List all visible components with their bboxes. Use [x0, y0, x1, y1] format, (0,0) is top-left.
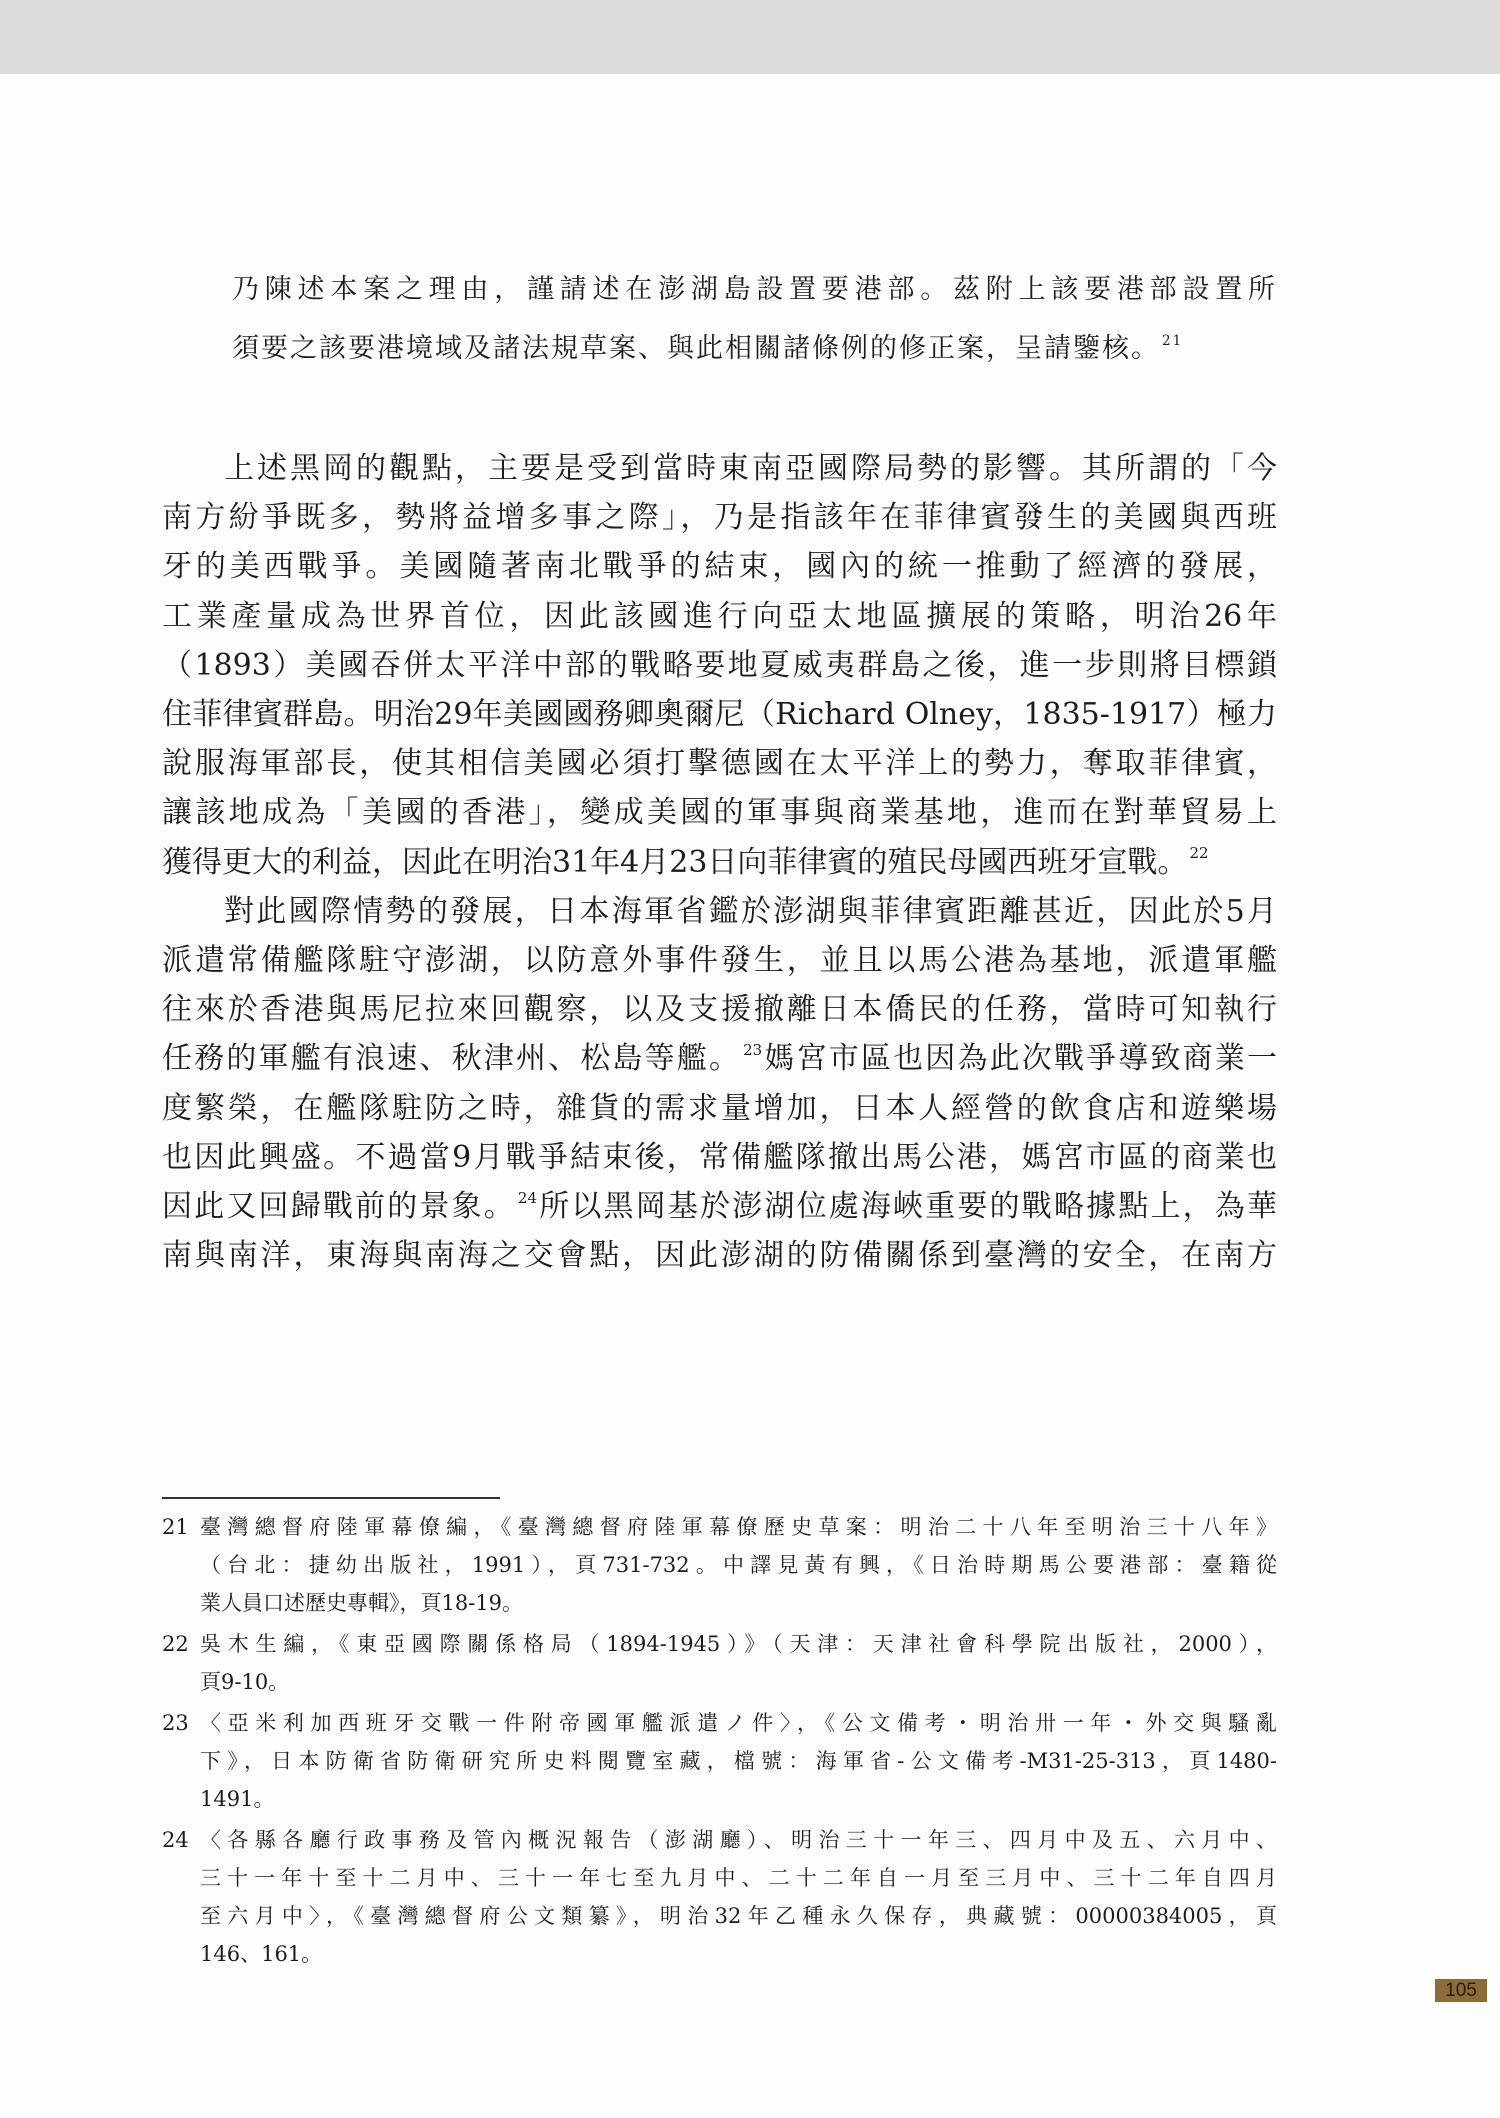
line-text: （1893）美國吞併太平洋中部的戰略要地夏威夷群島之後，進一步則將目標鎖 — [162, 647, 1277, 683]
footnote — [162, 1508, 1277, 1622]
footnote-line: （台北：捷幼出版社，1991），頁731-732。中譯見黃有興，《日治時期馬公要港部：臺籍從 — [200, 1553, 1277, 1577]
line-text: 媽宮市區也因為此次戰爭導致商業一 — [762, 1041, 1278, 1077]
scan-top-margin — [0, 0, 1500, 74]
footnote — [162, 1821, 1277, 1973]
line-text: 往來於香港與馬尼拉來回觀察，以及支援撤離日本僑民的任務，當時可知執行 — [162, 992, 1277, 1028]
footnote-line: 頁9-10。 — [200, 1670, 290, 1694]
line-text: 任務的軍艦有浪速、秋津州、松島等艦。 — [162, 1041, 742, 1077]
footnote-divider — [162, 1497, 500, 1499]
footnote-line: 至六月中〉，《臺灣總督府公文類纂》，明治32年乙種永久保存，典藏號：00000384005，頁 — [200, 1904, 1277, 1928]
footnote-line: 三十一年十至十二月中、三十一年七至九月中、二十二年自一月至三月中、三十二年自四月 — [200, 1866, 1277, 1890]
body-text — [162, 444, 1277, 1280]
text-line — [162, 985, 1277, 1034]
page-number: 105 — [1435, 1979, 1487, 2002]
line-text: 獲得更大的利益，因此在明治31年4月23日向菲律賓的殖民母國西班牙宣戰。 — [162, 844, 1188, 880]
text-line — [162, 641, 1277, 690]
text-line — [162, 739, 1277, 788]
footnote-line: 業人員口述歷史專輯》，頁18-19。 — [200, 1591, 524, 1615]
footnotes — [162, 1508, 1277, 1976]
line-text: 須要之該要港境域及諸法規草案、與此相關諸條例的修正案，呈請鑒核。 — [232, 333, 1160, 364]
text-line — [162, 493, 1277, 542]
footnote-number: 24 — [162, 1828, 189, 1852]
line-text: 對此國際情勢的發展，日本海軍省鑑於澎湖與菲律賓距離甚近，因此於5月 — [224, 893, 1277, 929]
text-line — [162, 1034, 1277, 1083]
line-text: 南方紛爭既多，勢將益增多事之際」，乃是指該年在菲律賓發生的美國與西班 — [162, 500, 1277, 536]
footnote-ref: 21 — [1162, 332, 1184, 349]
text-line — [162, 1133, 1277, 1182]
line-text: 牙的美西戰爭。美國隨著南北戰爭的結束，國內的統一推動了經濟的發展， — [162, 549, 1277, 585]
text-line — [162, 887, 1277, 936]
text-line — [162, 542, 1277, 591]
line-text: 讓該地成為「美國的香港」，變成美國的軍事與商業基地，進而在對華貿易上 — [162, 795, 1277, 831]
footnote-ref: 23 — [743, 1040, 763, 1059]
text-line — [162, 936, 1277, 985]
text-line — [162, 788, 1277, 837]
line-text: 工業產量成為世界首位，因此該國進行向亞太地區擴展的策略，明治26年 — [162, 598, 1277, 634]
footnote-number: 21 — [162, 1515, 189, 1539]
text-line — [162, 592, 1277, 641]
text-line — [162, 1231, 1277, 1280]
line-text: 上述黑岡的觀點，主要是受到當時東南亞國際局勢的影響。其所謂的「今 — [224, 451, 1277, 486]
text-line — [162, 690, 1277, 739]
footnote-line: 146、161。 — [200, 1942, 323, 1966]
footnote-number: 22 — [162, 1632, 189, 1656]
footnote-line: 吳木生編，《東亞國際關係格局（1894-1945）》（天津：天津社會科學院出版社，2000）， — [200, 1632, 1277, 1656]
footnote-line: 〈各縣各廳行政事務及管內概況報告（澎湖廳）、明治三十一年三、四月中及五、六月中、 — [200, 1828, 1277, 1852]
line-text: 住菲律賓群島。明治29年美國國務卿奧爾尼（Richard Olney，1835-1917）極力 — [162, 697, 1277, 733]
text-line — [232, 260, 1277, 319]
block-quote — [232, 260, 1277, 378]
footnote-line: 下》，日本防衛省防衛研究所史料閱覽室藏，檔號：海軍省-公文備考-M31-25-313，頁1480- — [200, 1749, 1277, 1773]
footnote — [162, 1704, 1277, 1818]
text-line — [162, 838, 1277, 887]
text-line — [162, 1182, 1277, 1231]
line-text: 所以黑岡基於澎湖位處海峽重要的戰略據點上，為華 — [537, 1189, 1278, 1225]
line-text: 乃陳述本案之理由，謹請述在澎湖島設置要港部。茲附上該要港部設置所 — [232, 274, 1277, 305]
line-text: 也因此興盛。不過當9月戰爭結束後，常備艦隊撤出馬公港，媽宮市區的商業也 — [162, 1139, 1277, 1175]
text-line — [162, 1084, 1277, 1133]
footnote-ref: 24 — [517, 1188, 538, 1207]
line-text: 派遣常備艦隊駐守澎湖，以防意外事件發生，並且以馬公港為基地，派遣軍艦 — [162, 943, 1277, 979]
footnote-line: 〈亞米利加西班牙交戰一件附帝國軍艦派遣ノ件〉，《公文備考・明治卅一年・外交與騷亂 — [200, 1711, 1277, 1735]
line-text: 南與南洋，東海與南海之交會點，因此澎湖的防備關係到臺灣的安全，在南方 — [162, 1238, 1277, 1274]
footnote-line: 臺灣總督府陸軍幕僚編，《臺灣總督府陸軍幕僚歷史草案：明治二十八年至明治三十八年》 — [200, 1515, 1277, 1539]
footnote-ref: 22 — [1189, 844, 1209, 863]
line-text: 度繁榮，在艦隊駐防之時，雜貨的需求量增加，日本人經營的飲食店和遊樂場 — [162, 1090, 1277, 1126]
line-text: 說服海軍部長，使其相信美國必須打擊德國在太平洋上的勢力，奪取菲律賓， — [162, 746, 1277, 782]
text-line — [162, 444, 1277, 493]
footnote-line: 1491。 — [200, 1787, 275, 1811]
line-text: 因此又回歸戰前的景象。 — [162, 1189, 516, 1225]
footnote-number: 23 — [162, 1711, 189, 1735]
footnote — [162, 1625, 1277, 1701]
text-line — [232, 319, 1277, 378]
